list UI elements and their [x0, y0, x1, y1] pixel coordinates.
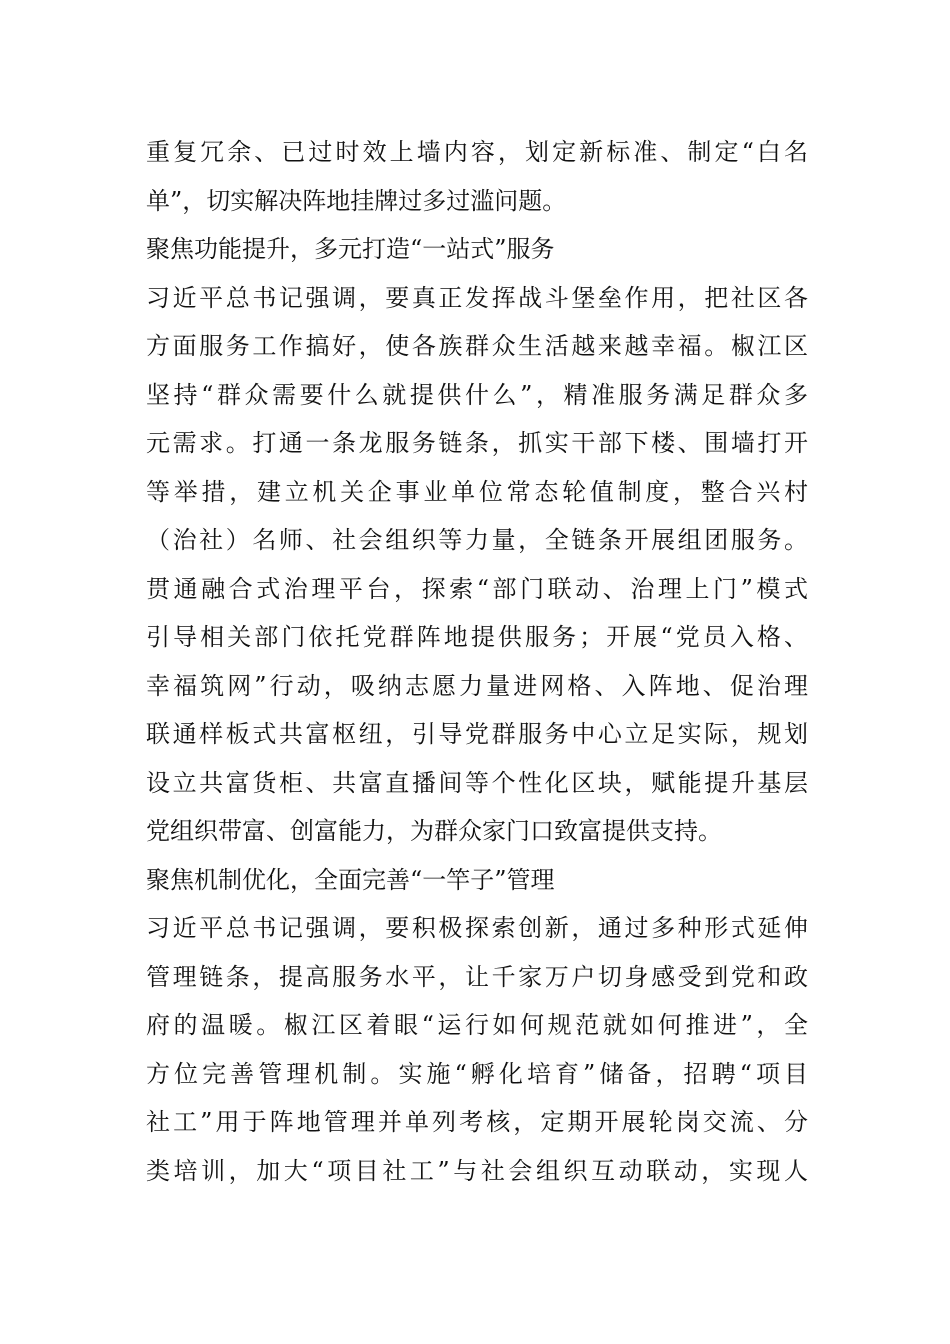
paragraph-line: 党组织带富、创富能力，为群众家门口致富提供支持。 [146, 817, 722, 845]
document-body [146, 128, 808, 1195]
paragraph-line: 幸福筑网”行动，吸纳志愿力量进网格、入阵地、促治理 [146, 671, 808, 700]
paragraph-line: 类培训，加大“项目社工”与社会组织互动联动，实现人 [146, 1156, 808, 1185]
paragraph-line: 重复冗余、已过时效上墙内容，划定新标准、制定“白名 [146, 138, 808, 166]
paragraph-line: （治社）名师、社会组织等力量，全链条开展组团服务。 [146, 526, 808, 554]
paragraph-line: 设立共富货柜、共富直播间等个性化区块，赋能提升基层 [146, 768, 808, 797]
paragraph-line: 方位完善管理机制。实施“孵化培育”储备，招聘“项目 [146, 1059, 808, 1088]
paragraph-line: 习近平总书记强调，要积极探索创新，通过多种形式延伸 [146, 914, 808, 942]
paragraph-line: 元需求。打通一条龙服务链条，抓实干部下楼、围墙打开 [146, 429, 808, 457]
section-heading: 聚焦机制优化，全面完善“一竿子”管理 [146, 865, 555, 894]
paragraph-line: 等举措，建立机关企事业单位常态轮值制度，整合兴村 [146, 477, 808, 506]
paragraph-line: 习近平总书记强调，要真正发挥战斗堡垒作用，把社区各 [146, 283, 808, 312]
paragraph-line: 社工”用于阵地管理并单列考核，定期开展轮岗交流、分 [146, 1108, 808, 1136]
paragraph-line: 管理链条，提高服务水平，让千家万户切身感受到党和政 [146, 962, 808, 991]
paragraph-line: 单”，切实解决阵地挂牌过多过滥问题。 [146, 186, 567, 215]
section-heading: 聚焦功能提升，多元打造“一站式”服务 [146, 235, 555, 263]
paragraph-line: 联通样板式共富枢纽，引导党群服务中心立足实际，规划 [146, 720, 808, 748]
paragraph-line: 坚持“群众需要什么就提供什么”，精准服务满足群众多 [146, 380, 808, 409]
paragraph-line: 贯通融合式治理平台，探索“部门联动、治理上门”模式 [146, 574, 808, 603]
paragraph-line: 方面服务工作搞好，使各族群众生活越来越幸福。椒江区 [146, 332, 808, 360]
paragraph-line: 府的温暖。椒江区着眼“运行如何规范就如何推进”，全 [146, 1011, 808, 1039]
paragraph-line: 引导相关部门依托党群阵地提供服务；开展“党员入格、 [146, 623, 808, 651]
